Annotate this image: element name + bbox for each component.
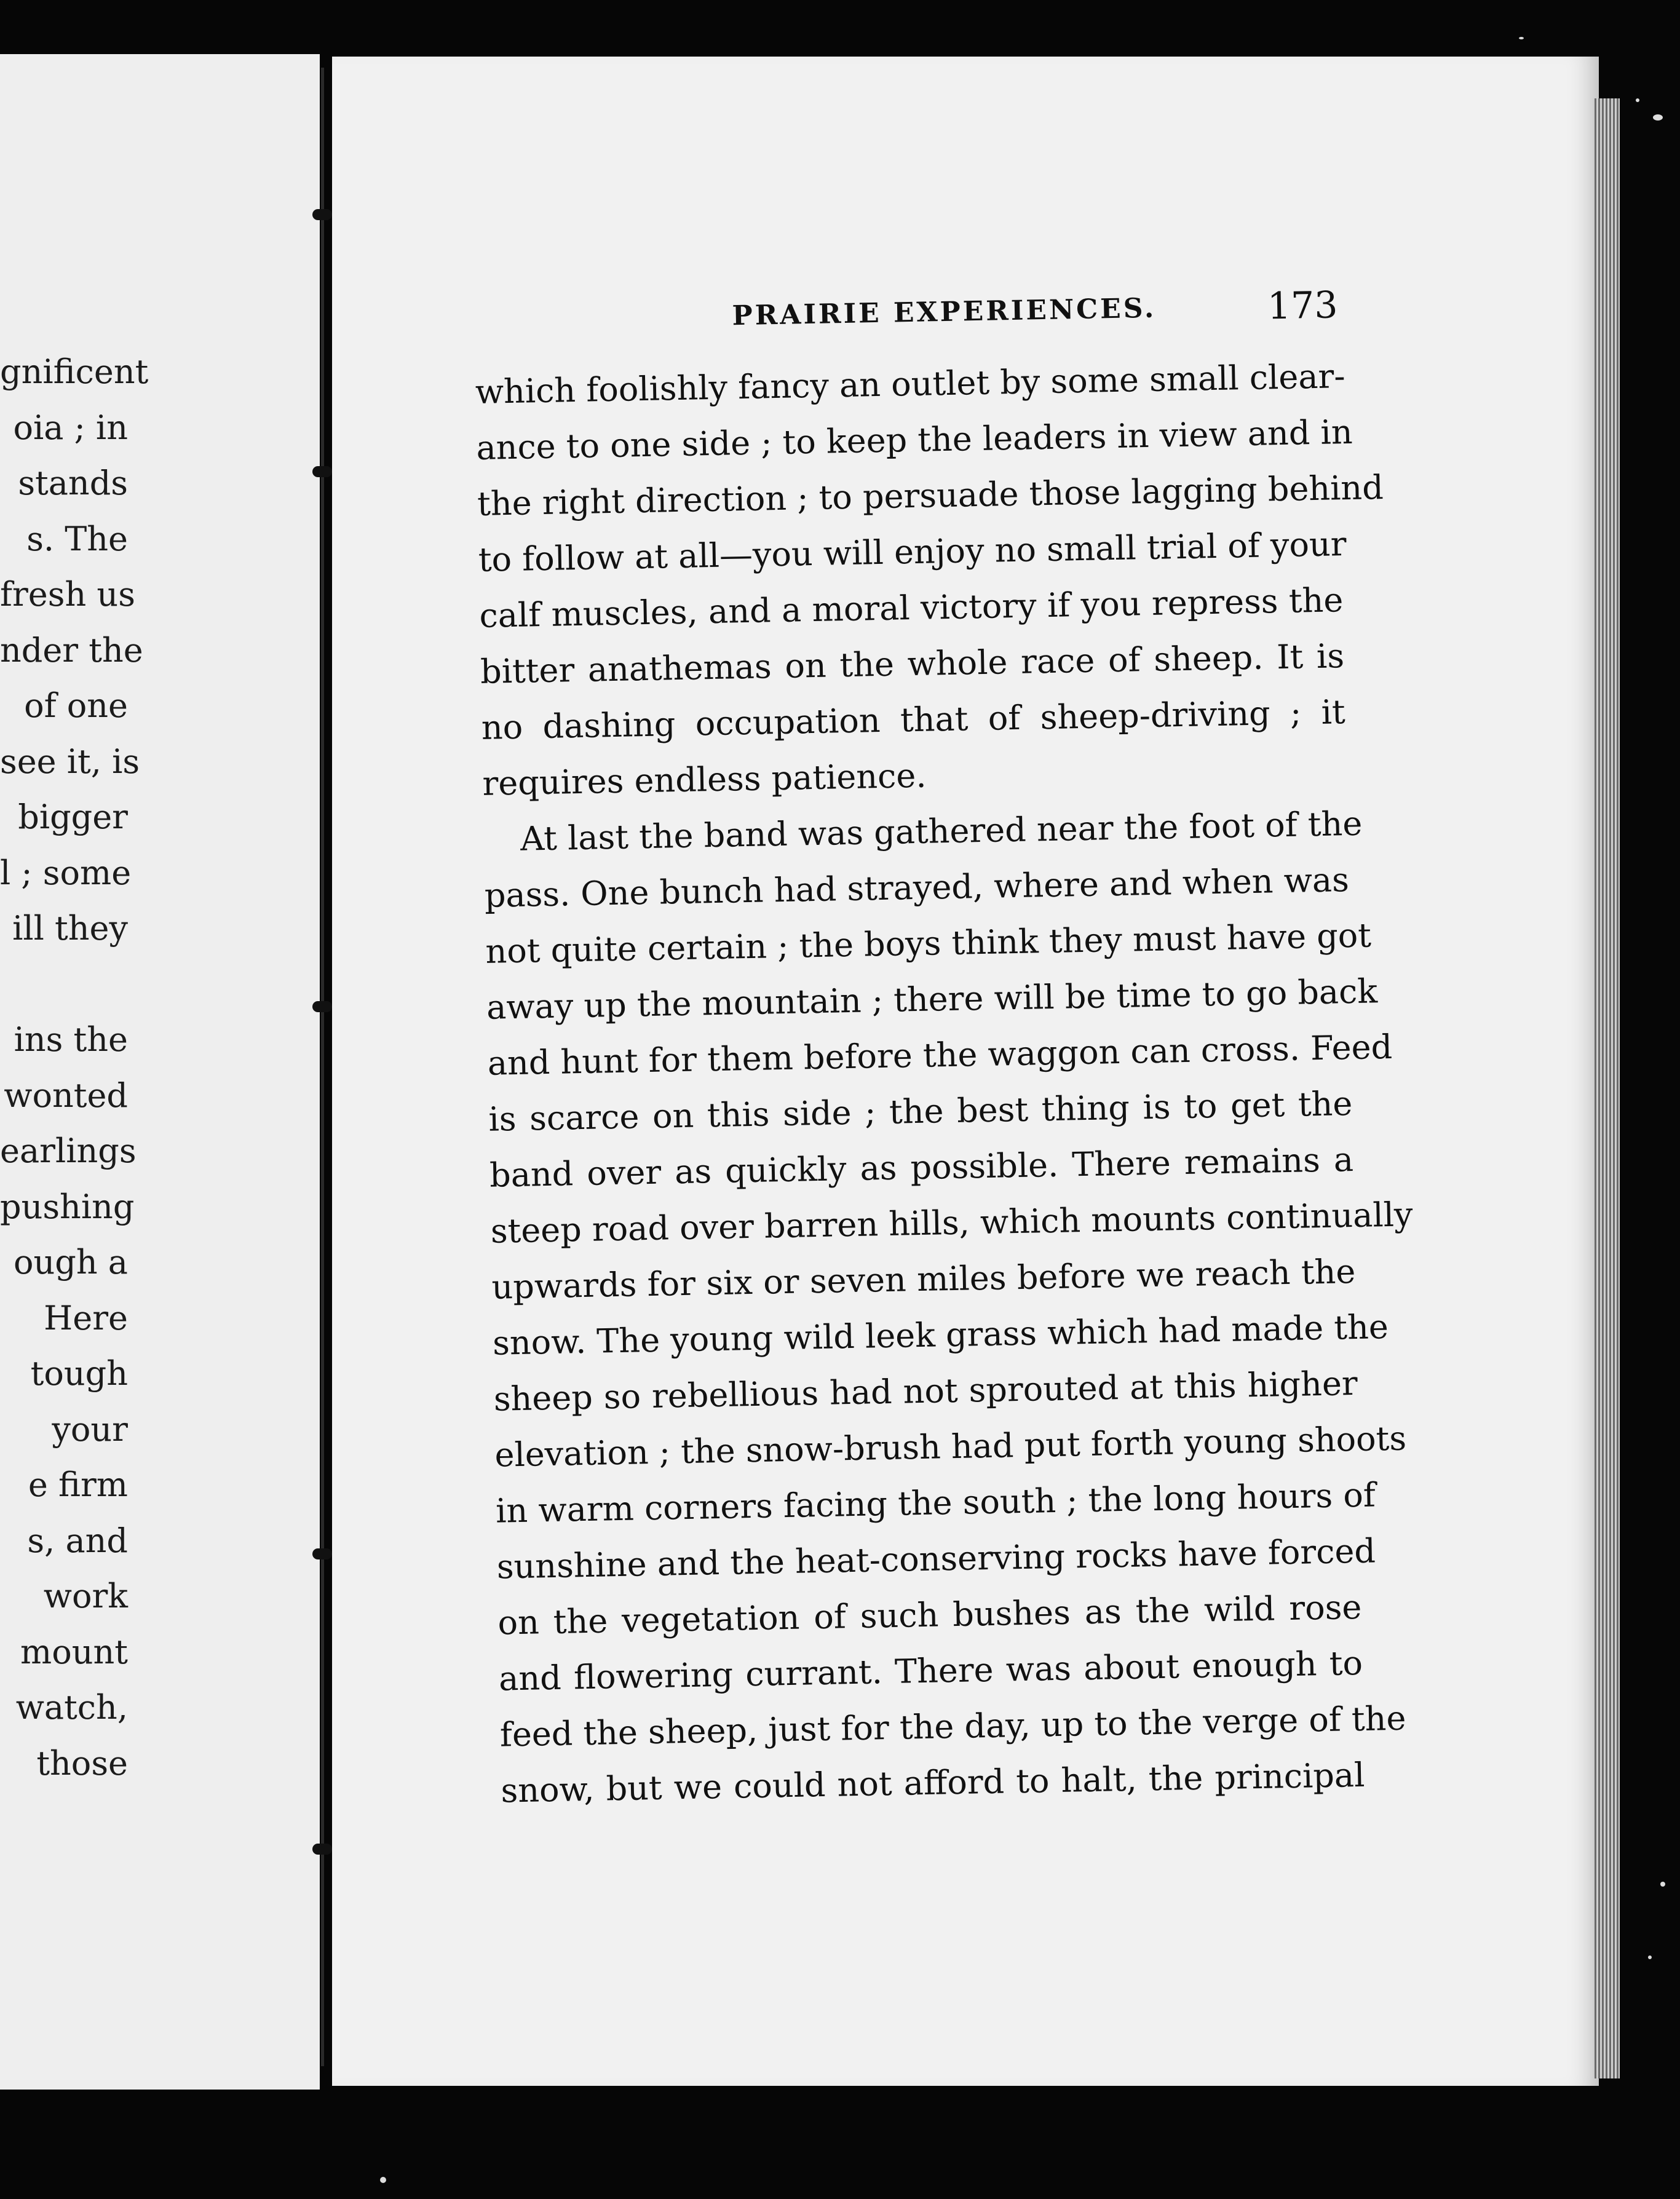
left-page-text [0, 344, 149, 1791]
left-page-line: stands [18, 464, 128, 502]
text-line: At last the band was gathered near the foot of the [520, 804, 1363, 858]
right-page [332, 57, 1599, 2086]
left-page-line: ins the [14, 1020, 128, 1059]
left-page-line: gnificent [0, 352, 149, 391]
text-line: elevation ; the snow-brush had put forth young shoots [494, 1419, 1407, 1475]
left-page-line: earlings [0, 1131, 137, 1170]
left-page-line: work [43, 1577, 128, 1615]
text-line: ance to one side ; to keep the leaders in view and in [475, 412, 1353, 467]
text-line: and hunt for them before the waggon can cross. Feed [487, 1027, 1393, 1083]
text-line: the right direction ; to persuade those lagging behind [477, 467, 1384, 523]
left-page-line: wonted [4, 1076, 128, 1115]
page-text-block [473, 280, 1413, 1818]
left-page-line: Here [44, 1298, 128, 1337]
left-page [0, 54, 320, 2090]
left-page-line: s. The [26, 519, 128, 558]
text-line: steep road over barren hills, which mounts continually [490, 1195, 1413, 1251]
text-line: pass. One bunch had strayed, where and when was [484, 860, 1350, 915]
page-edges [1593, 98, 1620, 2078]
binding-stitch [312, 1844, 332, 1855]
text-line: and flowering currant. There was about enough to [498, 1643, 1363, 1698]
binding-thread [307, 68, 337, 2066]
left-page-line: oia ; in [13, 408, 128, 447]
left-page-line: fresh us [0, 575, 135, 614]
left-page-line [0, 957, 128, 1013]
binding-stitch [312, 466, 332, 477]
text-line: upwards for six or seven miles before we reach the [491, 1251, 1356, 1307]
text-line: feed the sheep, just for the day, up to the verge of the [499, 1698, 1406, 1754]
text-line: sheep so rebellious had not sprouted at this higher [493, 1363, 1358, 1419]
left-page-line: your [52, 1409, 128, 1449]
left-page-line: s, and [27, 1521, 128, 1560]
left-page-line: of one [24, 686, 128, 725]
left-page-line: l ; some [0, 853, 132, 892]
text-line: calf muscles, and a moral victory if you repress the [478, 580, 1344, 635]
binding-stitch [312, 209, 332, 220]
left-page-line: watch, [15, 1688, 128, 1727]
text-line: away up the mountain ; there will be time to go back [486, 972, 1378, 1027]
left-page-line: bigger [18, 798, 128, 836]
running-title: PRAIRIE EXPERIENCES. [732, 292, 1157, 332]
left-page-line: tough [30, 1354, 128, 1393]
text-line: is scarce on this side ; the best thing is to get the [488, 1084, 1353, 1139]
binding-thread-line [321, 68, 324, 2066]
left-page-line: nder the [0, 630, 143, 670]
text-line: on the vegetation of such bushes as the wild rose [497, 1587, 1362, 1642]
text-line: snow, but we could not afford to halt, the principal [500, 1755, 1365, 1810]
binding-stitch [312, 1001, 332, 1012]
text-line: requires endless patience. [481, 756, 927, 803]
text-line: in warm corners facing the south ; the long hours of [495, 1475, 1376, 1531]
text-line: bitter anathemas on the whole race of sheep. It is [480, 636, 1345, 691]
left-page-line: ill they [12, 909, 128, 948]
text-line: sunshine and the heat-conserving rocks have forced [496, 1531, 1376, 1587]
body-text [475, 348, 1413, 1818]
text-line: to follow at all—you will enjoy no small trial of your [478, 525, 1347, 579]
left-page-line: those [36, 1743, 128, 1783]
page-number: 173 [1267, 283, 1339, 328]
binding-stitch [312, 1548, 332, 1559]
left-page-line: e firm [28, 1465, 128, 1504]
left-page-line: ough a [14, 1243, 128, 1282]
text-line: no dashing occupation that of sheep-driving ; it [481, 692, 1346, 747]
text-line: which foolishly fancy an outlet by some small clear- [475, 357, 1346, 411]
left-page-line: pushing [0, 1187, 135, 1226]
text-line: band over as quickly as possible. There remains a [489, 1140, 1354, 1195]
text-line: not quite certain ; the boys think they must have got [485, 916, 1372, 971]
left-page-line: mount [20, 1632, 128, 1671]
text-line: snow. The young wild leek grass which had made the [492, 1307, 1389, 1363]
left-page-line: see it, is [0, 742, 140, 781]
